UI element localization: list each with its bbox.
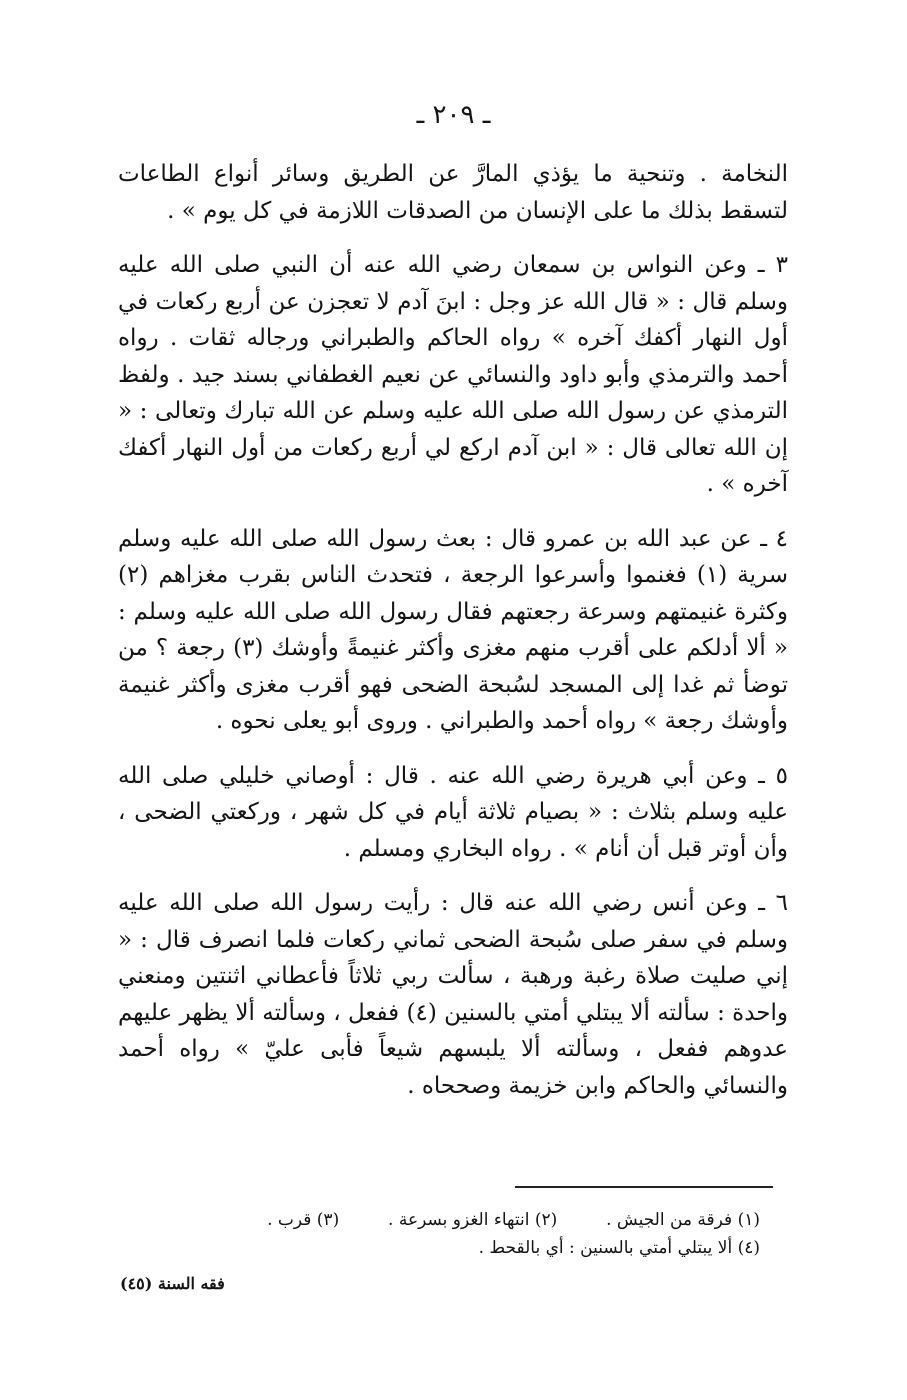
footnote-4: (٤) ألا يبتلي أمتي بالسنين : أي بالقحط .: [478, 1238, 760, 1258]
paragraph-hadith-3: ٣ ـ وعن النواس بن سمعان رضي الله عنه أن النبي صلى الله عليه وسلم قال : « قال الله عز وجل : ابنَ آدم لا تعجزن عن أربع ركعات في أول النهار أكفك آخره » رواه الحاكم والطبراني ورجاله ثقات . رواه أحمد والترمذي وأبو داود والنسائي عن نعيم الغطفاني بسند جيد . ولفظ الترمذي عن رسول الله صلى الله عليه وسلم عن الله تبارك وتعالى : « إن الله تعالى قال : « ابن آدم اركع لي أربع ركعات من أول النهار أكفك آخره » .: [118, 252, 789, 497]
footnote-3: (٣) قرب .: [267, 1210, 340, 1230]
paragraph-continuation: النخامة . وتنحية ما يؤذي المارَّ عن الطريق وسائر أنواع الطاعات لتسقط بذلك ما على الإنسان من الصدقات اللازمة في كل يوم » .: [118, 161, 788, 224]
paragraph-hadith-6: ٦ ـ وعن أنس رضي الله عنه قال : رأيت رسول الله صلى الله عليه وسلم في سفر صلى سُبحة الضحى ثماني ركعات فلما انصرف قال : « إني صليت صلاة رغبة ورهبة ، سألت ربي ثلاثاً فأعطاني اثنتين ومنعني واحدة : سألته ألا يبتلي أمتي بالسنين (٤) ففعل ، وسألته ألا يظهر عليهم عدوهم ففعل ، وسألته ألا يلبسهم شيعاً فأبى عليّ » رواه أحمد والنسائي والحاكم وابن خزيمة وصححاه .: [118, 890, 789, 1099]
body-text: [118, 156, 788, 1122]
paragraph-hadith-4: ٤ ـ عن عبد الله بن عمرو قال : بعث رسول الله صلى الله عليه وسلم سرية (١) فغنموا وأسرعوا الرجعة ، فتحدث الناس بقرب مغزاهم (٢) وكثرة غنيمتهم وسرعة رجعتهم فقال رسول الله صلى الله عليه وسلم : « ألا أدلكم على أقرب منهم مغزى وأكثر غنيمةً وأوشك (٣) رجعة ؟ من توضأ ثم غدا إلى المسجد لسُبحة الضحى فهو أقرب مغزى وأكثر غنيمة وأوشك رجعة » رواه أحمد والطبراني . وروى أبو يعلى نحوه .: [118, 525, 788, 734]
page-number: ـ ٢٠٩ ـ: [416, 100, 491, 130]
footnotes: [118, 1206, 760, 1262]
paragraph-hadith-5: ٥ ـ وعن أبي هريرة رضي الله عنه . قال : أوصاني خليلي صلى الله عليه وسلم بثلاث : « بصيام ثلاثة أيام في كل شهر ، وركعتي الضحى ، وأن أوتر قبل أن أنام » . رواه البخاري ومسلم .: [118, 762, 788, 862]
footnote-row-2: [118, 1234, 760, 1262]
footnote-row-1: [118, 1206, 760, 1234]
footnote-divider: [515, 1186, 773, 1188]
footnote-2: (٢) انتهاء الغزو بسرعة .: [388, 1210, 558, 1230]
book-signature: فقه السنة (٤٥): [120, 1274, 225, 1293]
footnote-1: (١) فرقة من الجيش .: [606, 1210, 760, 1230]
